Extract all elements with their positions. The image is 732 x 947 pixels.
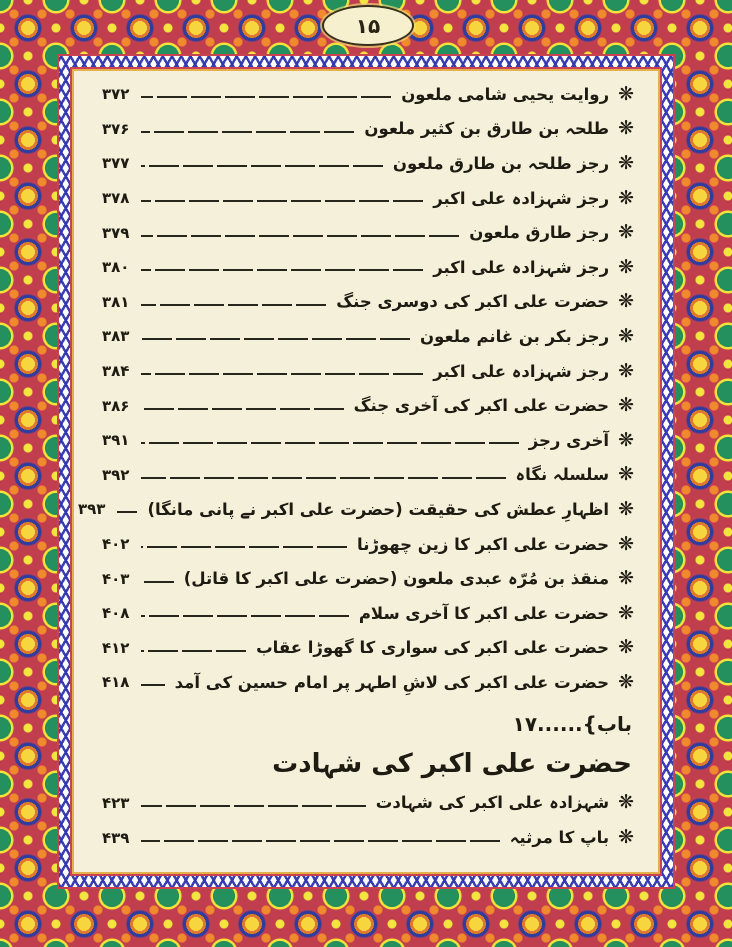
asterisk-icon: ❋ bbox=[618, 567, 634, 590]
entry-page-number: ۳۸۶ bbox=[102, 396, 130, 415]
leader-line bbox=[141, 269, 423, 271]
entry-page-number: ۴۱۸ bbox=[102, 673, 130, 692]
leader-line bbox=[141, 442, 518, 444]
asterisk-icon: ❋ bbox=[618, 186, 634, 209]
entry-title: رجز طلحہ بن طارق ملعون bbox=[392, 153, 610, 173]
entry-title: حضرت علی اکبر کا آخری سلام bbox=[358, 603, 610, 623]
toc-entry bbox=[102, 354, 634, 389]
entry-page-number: ۳۷۹ bbox=[102, 223, 130, 242]
leader-line bbox=[141, 684, 164, 686]
entry-page-number: ۴۰۲ bbox=[102, 535, 130, 554]
entry-page-number: ۳۷۷ bbox=[102, 154, 130, 173]
leader-line bbox=[117, 511, 137, 513]
entry-title: حضرت علی اکبر کا زین چھوڑنا bbox=[357, 534, 610, 554]
asterisk-icon: ❋ bbox=[618, 826, 634, 849]
content-panel bbox=[70, 67, 662, 876]
asterisk-icon: ❋ bbox=[618, 670, 634, 693]
asterisk-icon: ❋ bbox=[618, 428, 634, 451]
leader-line bbox=[141, 581, 173, 583]
toc-entry bbox=[102, 820, 634, 855]
leader-line bbox=[141, 131, 354, 133]
asterisk-icon: ❋ bbox=[618, 255, 634, 278]
entry-page-number: ۳۷۶ bbox=[102, 119, 130, 138]
entry-title: طلحہ بن طارق بن کثیر ملعون bbox=[364, 119, 610, 139]
leader-line bbox=[141, 477, 505, 479]
toc-entry bbox=[102, 250, 634, 285]
page-number: ۱۵ bbox=[355, 13, 381, 38]
asterisk-icon: ❋ bbox=[618, 532, 634, 555]
entry-title: رجز بکر بن غانم ملعون bbox=[420, 326, 610, 346]
toc-entry bbox=[102, 77, 634, 112]
entry-page-number: ۴۲۳ bbox=[102, 793, 130, 812]
asterisk-icon: ❋ bbox=[618, 791, 634, 814]
leader-line bbox=[141, 546, 347, 548]
entry-page-number: ۳۹۳ bbox=[77, 500, 106, 519]
entry-title: رجز شہزادہ علی اکبر bbox=[433, 188, 610, 208]
asterisk-icon: ❋ bbox=[618, 82, 634, 105]
leader-line bbox=[141, 840, 499, 842]
entry-page-number: ۳۸۰ bbox=[102, 258, 130, 277]
entry-page-number: ۴۱۲ bbox=[102, 638, 130, 657]
entry-page-number: ۳۸۴ bbox=[102, 362, 130, 381]
leader-line bbox=[141, 235, 459, 237]
entry-page-number: ۳۹۱ bbox=[102, 431, 130, 450]
leader-line bbox=[141, 805, 365, 807]
toc-entry bbox=[102, 786, 634, 821]
entry-title: آخری رجز bbox=[528, 430, 610, 450]
entry-title: سلسلہ نگاہ bbox=[515, 465, 610, 485]
toc-entry bbox=[102, 388, 634, 423]
entry-title: حضرت علی اکبر کی آخری جنگ bbox=[353, 396, 610, 416]
entry-title: رجز شہزادہ علی اکبر bbox=[433, 257, 610, 277]
toc-entry bbox=[102, 146, 634, 181]
toc-entry bbox=[102, 285, 634, 320]
entry-page-number: ۳۸۱ bbox=[102, 292, 130, 311]
toc-entry bbox=[102, 319, 634, 354]
asterisk-icon: ❋ bbox=[618, 463, 634, 486]
asterisk-icon: ❋ bbox=[618, 601, 634, 624]
toc-entry bbox=[102, 596, 634, 631]
table-of-contents bbox=[72, 69, 660, 874]
entry-title: حضرت علی اکبر کی لاشِ اطہر پر امام حسین کی آمد bbox=[174, 672, 610, 692]
entry-page-number: ۳۹۲ bbox=[102, 465, 130, 484]
leader-line bbox=[141, 615, 348, 617]
asterisk-icon: ❋ bbox=[618, 290, 634, 313]
toc-entry bbox=[102, 665, 634, 700]
toc-entry bbox=[102, 561, 634, 596]
toc-entry bbox=[102, 458, 634, 493]
asterisk-icon: ❋ bbox=[618, 636, 634, 659]
entry-title: باپ کا مرثیہ bbox=[509, 828, 610, 848]
leader-line bbox=[141, 96, 391, 98]
leader-line bbox=[141, 200, 423, 202]
entry-title: روایت یحیی شامی ملعون bbox=[401, 84, 610, 104]
entry-page-number: ۴۳۹ bbox=[102, 828, 130, 847]
asterisk-icon: ❋ bbox=[618, 394, 634, 417]
toc-entry bbox=[102, 631, 634, 666]
toc-entry bbox=[102, 112, 634, 147]
entry-title: رجز شہزادہ علی اکبر bbox=[433, 361, 610, 381]
leader-line bbox=[141, 338, 410, 340]
entry-title: رجز طارق ملعون bbox=[469, 223, 610, 243]
entry-page-number: ۳۷۲ bbox=[102, 85, 130, 104]
leader-line bbox=[141, 304, 326, 306]
leader-line bbox=[141, 650, 246, 652]
entry-title: شہزادہ علی اکبر کی شہادت bbox=[375, 793, 610, 813]
entry-page-number: ۳۸۳ bbox=[102, 327, 130, 346]
toc-entry bbox=[102, 181, 634, 216]
entry-title: اظہارِ عطش کی حقیقت (حضرت علی اکبر نے پانی مانگا) bbox=[147, 499, 610, 519]
braid-frame bbox=[57, 54, 675, 889]
toc-entry bbox=[77, 492, 634, 527]
entry-page-number: ۳۷۸ bbox=[102, 189, 130, 208]
asterisk-icon: ❋ bbox=[618, 324, 634, 347]
chapter-number-label: باب}......۱۷ bbox=[512, 711, 632, 736]
entry-title: حضرت علی اکبر کی سواری کا گھوڑا عقاب bbox=[256, 638, 610, 658]
leader-line bbox=[141, 165, 382, 167]
asterisk-icon: ❋ bbox=[618, 117, 634, 140]
page-number-oval bbox=[322, 5, 414, 46]
asterisk-icon: ❋ bbox=[618, 359, 634, 382]
asterisk-icon: ❋ bbox=[618, 497, 634, 520]
entry-title: منقذ بن مُرّہ عبدی ملعون (حضرت علی اکبر کا قاتل) bbox=[183, 569, 610, 589]
leader-line bbox=[141, 373, 423, 375]
asterisk-icon: ❋ bbox=[618, 151, 634, 174]
asterisk-icon: ❋ bbox=[618, 221, 634, 244]
toc-entry bbox=[102, 215, 634, 250]
entry-title: حضرت علی اکبر کی دوسری جنگ bbox=[336, 292, 610, 312]
entry-page-number: ۴۰۸ bbox=[102, 604, 130, 623]
toc-entry bbox=[102, 527, 634, 562]
entry-page-number: ۴۰۳ bbox=[102, 569, 130, 588]
leader-line bbox=[141, 408, 343, 410]
toc-entry bbox=[102, 423, 634, 458]
chapter-title: حضرت علی اکبر کی شہادت bbox=[272, 748, 632, 779]
